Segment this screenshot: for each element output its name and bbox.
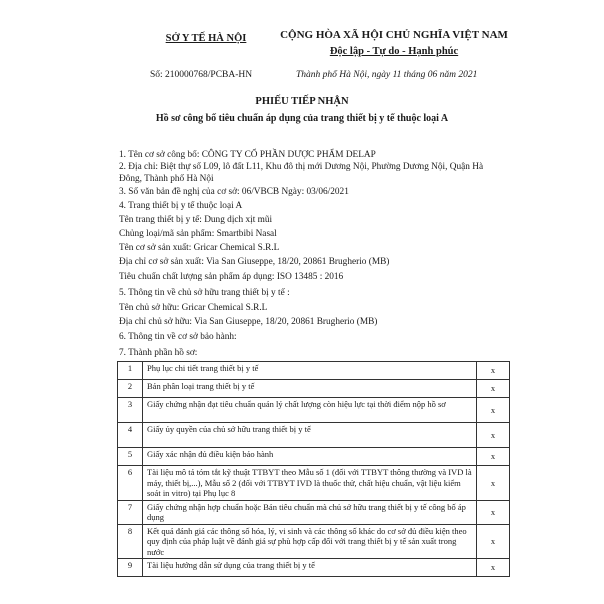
body-line: 4. Trang thiết bị y tế thuộc loại A [119, 201, 243, 211]
body-line: Địa chỉ cơ sở sản xuất: Via San Giuseppe, 18/20, 20861 Brugherio (MB) [119, 257, 390, 267]
table-row [118, 500, 510, 524]
ministry-name: SỞ Y TẾ HÀ NỘI [165, 33, 247, 44]
row-number: 5 [118, 448, 143, 466]
row-text: Giấy chứng nhận đạt tiêu chuẩn quản lý chất lượng còn hiệu lực tại thời điểm nộp hồ sơ [143, 398, 477, 423]
row-mark: x [477, 362, 510, 380]
row-number: 3 [118, 398, 143, 423]
body-line: Đông, Thành phố Hà Nội [119, 174, 214, 184]
documents-table [117, 361, 510, 577]
row-number: 4 [118, 423, 143, 448]
row-mark: x [477, 466, 510, 501]
body-line: 5. Thông tin về chủ sở hữu trang thiết bị y tế : [119, 288, 290, 298]
row-mark: x [477, 423, 510, 448]
national-motto: Độc lập - Tự do - Hạnh phúc [329, 46, 459, 57]
body-line: 6. Thông tin về cơ sở bảo hành: [119, 332, 237, 342]
row-text: Tài liệu hướng dẫn sử dụng của trang thiết bị y tế [143, 559, 477, 577]
row-mark: x [477, 500, 510, 524]
row-mark: x [477, 559, 510, 577]
row-mark: x [477, 380, 510, 398]
table-row [118, 362, 510, 380]
row-number: 8 [118, 524, 143, 559]
row-text: Kết quả đánh giá các thông số hóa, lý, vi sinh và các thông số khác do cơ sở đủ điều kiện theo quy định của pháp luật về đánh giá sự phù hợp cấp đối với trang thiết bị y tế sản xuất trong nước [143, 524, 477, 559]
row-text: Giấy xác nhận đủ điều kiện bảo hành [143, 448, 477, 466]
table-row [118, 380, 510, 398]
table-row [118, 559, 510, 577]
body-line: 2. Địa chỉ: Biệt thự số L09, lô đất L11, Khu đô thị mới Dương Nội, Phường Dương Nội, Quận Hà [119, 162, 484, 172]
table-row [118, 466, 510, 501]
row-text: Tài liệu mô tả tóm tắt kỹ thuật TTBYT theo Mẫu số 1 (đối với TTBYT thông thường và IVD là máy, thiết bị,...), Mẫu số 2 (đối với TTBYT IVD là thuốc thử, chất hiệu chuẩn, vật liệu kiểm soát in vitro) tại Phụ lục 8 [143, 466, 477, 501]
document-number: Số: 210000768/PCBA-HN [150, 70, 253, 80]
row-number: 6 [118, 466, 143, 501]
body-line: Chủng loại/mã sản phẩm: Smartbibi Nasal [119, 229, 277, 239]
row-number: 2 [118, 380, 143, 398]
table-row [118, 524, 510, 559]
row-text: Bản phân loại trang thiết bị y tế [143, 380, 477, 398]
body-line: 1. Tên cơ sở công bố: CÔNG TY CỔ PHẦN DƯỢC PHẨM DELAP [119, 150, 376, 160]
row-number: 1 [118, 362, 143, 380]
country-name: CỘNG HÒA XÃ HỘI CHỦ NGHĨA VIỆT NAM [280, 29, 508, 41]
body-line: Tiêu chuẩn chất lượng sản phẩm áp dụng: ISO 13485 : 2016 [119, 272, 344, 282]
document-subtitle: Hồ sơ công bố tiêu chuẩn áp dụng của trang thiết bị y tế thuộc loại A [155, 113, 449, 124]
row-mark: x [477, 398, 510, 423]
body-line: Tên chủ sở hữu: Gricar Chemical S.R.L [119, 303, 268, 313]
row-text: Giấy chứng nhận hợp chuẩn hoặc Bản tiêu chuẩn mà chủ sở hữu trang thiết bị y tế công bố áp dụng [143, 500, 477, 524]
row-number: 9 [118, 559, 143, 577]
table-row [118, 398, 510, 423]
body-line: 3. Số văn bản đề nghị của cơ sở: 06/VBCB Ngày: 03/06/2021 [119, 187, 349, 197]
row-text: Phụ lục chi tiết trang thiết bị y tế [143, 362, 477, 380]
row-number: 7 [118, 500, 143, 524]
body-line: 7. Thành phần hồ sơ: [119, 348, 198, 358]
table-row [118, 448, 510, 466]
row-text: Giấy ủy quyền của chủ sở hữu trang thiết bị y tế [143, 423, 477, 448]
document-title: PHIẾU TIẾP NHẬN [255, 96, 349, 107]
table-row [118, 423, 510, 448]
body-line: Tên trang thiết bị y tế: Dung dịch xịt mũi [119, 215, 273, 225]
row-mark: x [477, 524, 510, 559]
date-line: Thành phố Hà Nội, ngày 11 tháng 06 năm 2021 [296, 70, 478, 80]
row-mark: x [477, 448, 510, 466]
body-line: Địa chỉ chủ sở hữu: Via San Giuseppe, 18/20, 20861 Brugherio (MB) [119, 317, 378, 327]
body-line: Tên cơ sở sản xuất: Gricar Chemical S.R.L [119, 243, 280, 253]
